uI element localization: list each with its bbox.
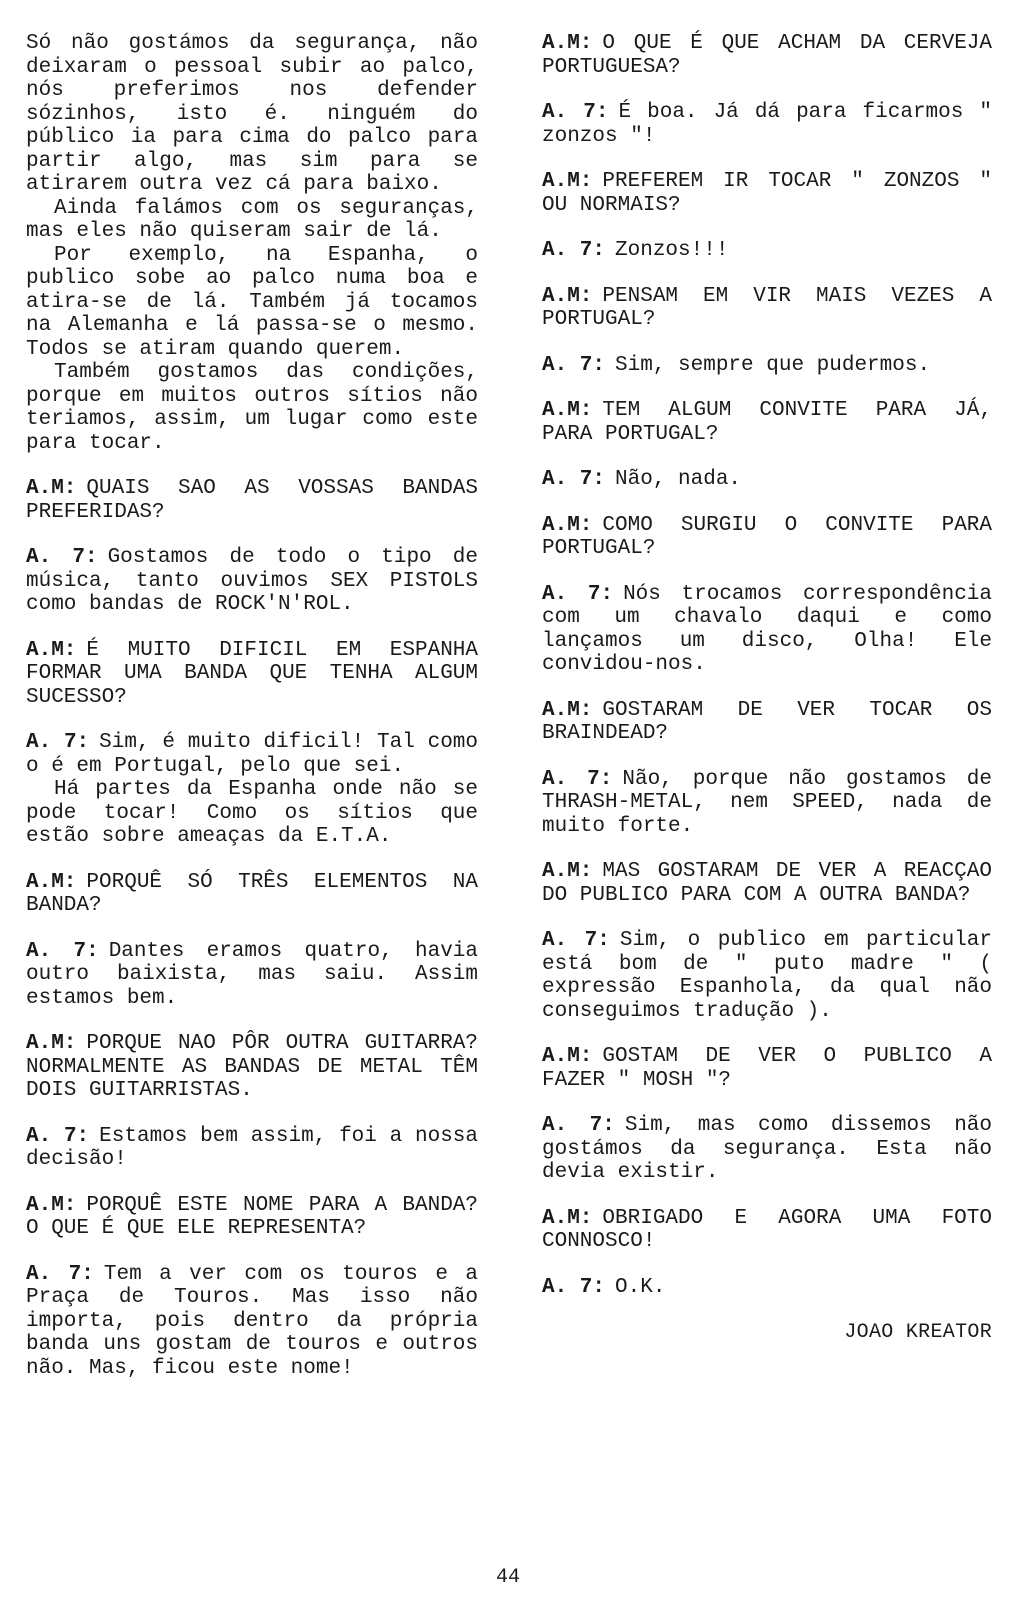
band-answer bbox=[542, 929, 992, 1023]
speaker-label: A. 7: bbox=[26, 939, 99, 963]
interviewer-question bbox=[542, 860, 992, 907]
dialogue-text: Sim, mas como dissemos não gostámos da segurança. Esta não devia existir. bbox=[542, 1114, 993, 1184]
dialogue-text: PREFEREM IR TOCAR " ZONZOS " OU NORMAIS? bbox=[542, 170, 992, 217]
interviewer-question bbox=[542, 170, 992, 217]
interviewer-question bbox=[542, 32, 992, 79]
paragraph: Só não gostámos da segurança, não deixaram o pessoal subir ao palco, nós preferimos nos defender sózinhos, isto é. ninguém do público ia para cima do palco para partir algo, mas sim para se atirarem outra vez cá para baixo. bbox=[26, 32, 478, 196]
dialogue-line bbox=[542, 101, 992, 148]
dialogue-line bbox=[542, 583, 992, 677]
band-answer bbox=[26, 731, 478, 849]
dialogue-text: Zonzos!!! bbox=[615, 239, 729, 262]
dialogue-text: Sim, é muito dificil! Tal como o é em Portugal, pelo que sei. bbox=[26, 731, 479, 778]
speaker-label: A. 7: bbox=[542, 101, 609, 124]
interviewer-question bbox=[542, 285, 992, 332]
dialogue-line bbox=[542, 1276, 992, 1300]
dialogue-text: TEM ALGUM CONVITE PARA JÁ, PARA PORTUGAL? bbox=[542, 399, 992, 446]
dialogue-line bbox=[542, 514, 992, 561]
dialogue-line bbox=[542, 1045, 992, 1092]
dialogue-text: O QUE É QUE ACHAM DA CERVEJA PORTUGUESA? bbox=[542, 32, 992, 79]
dialogue-line bbox=[26, 940, 478, 1011]
interviewer-question bbox=[26, 871, 478, 918]
dialogue-text: PORQUÊ SÓ TRÊS ELEMENTOS NA BANDA? bbox=[26, 870, 478, 917]
band-answer bbox=[26, 546, 478, 617]
dialogue-text: COMO SURGIU O CONVITE PARA PORTUGAL? bbox=[542, 513, 992, 560]
right-column-blocks bbox=[542, 32, 992, 1299]
speaker-label: A.M: bbox=[542, 32, 593, 55]
speaker-label: A. 7: bbox=[26, 546, 98, 569]
dialogue-line bbox=[542, 1114, 992, 1185]
band-answer bbox=[542, 1276, 992, 1300]
dialogue-text: OBRIGADO E AGORA UMA FOTO CONNOSCO! bbox=[542, 1206, 992, 1253]
dialogue-text: Tem a ver com os touros e a Praça de Touros. Mas isso não importa, pois dentro da própria banda uns gostam de touros e outros não. Mas, ficou este nome! bbox=[26, 1262, 478, 1380]
dialogue-line bbox=[26, 1263, 478, 1381]
dialogue-line bbox=[542, 32, 992, 79]
dialogue-text: Estamos bem assim, foi a nossa decisão! bbox=[26, 1124, 479, 1171]
band-answer bbox=[26, 940, 478, 1011]
dialogue-line bbox=[542, 860, 992, 907]
right-column bbox=[542, 32, 992, 1344]
dialogue-text: GOSTAM DE VER O PUBLICO A FAZER " MOSH "? bbox=[542, 1045, 992, 1092]
speaker-label: A.M: bbox=[542, 284, 593, 308]
dialogue-line bbox=[542, 468, 992, 492]
dialogue-line bbox=[542, 699, 992, 746]
dialogue-line bbox=[26, 731, 478, 778]
band-answer bbox=[542, 101, 992, 148]
dialogue-line bbox=[26, 639, 478, 710]
dialogue-text: Não, nada. bbox=[615, 468, 742, 491]
band-answer bbox=[542, 583, 992, 677]
speaker-label: A.M: bbox=[542, 698, 593, 722]
interviewer-question bbox=[26, 1194, 478, 1241]
dialogue-line bbox=[26, 477, 478, 524]
band-answer bbox=[542, 468, 992, 492]
dialogue-text: Sim, o publico em particular está bom de " puto madre " ( expressão Espanhola, da qual não conseguimos tradução ). bbox=[542, 929, 993, 1023]
dialogue-line bbox=[542, 1207, 992, 1254]
interviewer-question bbox=[542, 1207, 992, 1254]
speaker-label: A. 7: bbox=[542, 1114, 615, 1137]
dialogue-text: PENSAM EM VIR MAIS VEZES A PORTUGAL? bbox=[542, 284, 992, 331]
text-block bbox=[26, 32, 478, 455]
band-answer bbox=[542, 239, 992, 263]
dialogue-line bbox=[542, 285, 992, 332]
dialogue-text: PORQUE NAO PÔR OUTRA GUITARRA? NORMALMENTE AS BANDAS DE METAL TÊM DOIS GUITARRISTAS. bbox=[26, 1032, 478, 1102]
interviewer-question bbox=[26, 1032, 478, 1103]
interviewer-question bbox=[542, 1045, 992, 1092]
speaker-label: A.M: bbox=[542, 170, 593, 193]
speaker-label: A.M: bbox=[26, 870, 77, 894]
dialogue-line bbox=[542, 399, 992, 446]
left-column bbox=[26, 32, 478, 1402]
author-signature: JOAO KREATOR bbox=[844, 1321, 992, 1344]
band-answer bbox=[542, 768, 992, 839]
speaker-label: A. 7: bbox=[542, 929, 610, 952]
interviewer-question bbox=[26, 477, 478, 524]
dialogue-text: Nós trocamos correspondência com um chavalo daqui e como lançamos um disco, Olha! Ele convidou-nos. bbox=[542, 582, 993, 676]
speaker-label: A. 7: bbox=[542, 767, 613, 791]
paragraph: Por exemplo, na Espanha, o publico sobe ao palco numa boa e atira-se de lá. Também já tocamos na Alemanha e lá passa-se o mesmo. Todos se atiram quando querem. bbox=[26, 243, 478, 361]
dialogue-line bbox=[542, 239, 992, 263]
speaker-label: A. 7: bbox=[542, 582, 614, 606]
speaker-label: A.M: bbox=[26, 1193, 77, 1217]
band-answer bbox=[542, 354, 992, 378]
speaker-label: A.M: bbox=[542, 860, 593, 883]
dialogue-line bbox=[26, 546, 478, 617]
dialogue-text: Gostamos de todo o tipo de música, tanto ouvimos SEX PISTOLS como bandas de ROCK'N'ROL. bbox=[26, 546, 479, 616]
dialogue-text: É MUITO DIFICIL EM ESPANHA FORMAR UMA BANDA QUE TENHA ALGUM SUCESSO? bbox=[26, 638, 478, 709]
speaker-label: A. 7: bbox=[26, 1124, 90, 1148]
speaker-label: A.M: bbox=[542, 1206, 593, 1230]
dialogue-line bbox=[542, 929, 992, 1023]
band-answer bbox=[26, 1125, 478, 1172]
dialogue-text: PORQUÊ ESTE NOME PARA A BANDA? O QUE É QUE ELE REPRESENTA? bbox=[26, 1193, 478, 1240]
speaker-label: A.M: bbox=[26, 1032, 77, 1055]
dialogue-text: É boa. Já dá para ficarmos " zonzos "! bbox=[542, 101, 993, 148]
dialogue-line bbox=[542, 354, 992, 378]
interviewer-question bbox=[542, 699, 992, 746]
dialogue-text: Não, porque não gostamos de THRASH-METAL, nem SPEED, nada de muito forte. bbox=[542, 767, 992, 838]
dialogue-text: MAS GOSTARAM DE VER A REACÇAO DO PUBLICO PARA COM A OUTRA BANDA? bbox=[542, 860, 992, 907]
page-number: 44 bbox=[496, 1566, 521, 1589]
speaker-label: A.M: bbox=[26, 638, 77, 662]
speaker-label: A. 7: bbox=[26, 731, 90, 754]
dialogue-text: QUAIS SAO AS VOSSAS BANDAS PREFERIDAS? bbox=[26, 477, 478, 524]
dialogue-text: O.K. bbox=[615, 1275, 666, 1299]
dialogue-line bbox=[542, 170, 992, 217]
dialogue-line bbox=[26, 871, 478, 918]
dialogue-line bbox=[26, 1194, 478, 1241]
interviewer-question bbox=[542, 514, 992, 561]
dialogue-line bbox=[542, 768, 992, 839]
dialogue-text: Sim, sempre que pudermos. bbox=[615, 353, 931, 377]
speaker-label: A. 7: bbox=[26, 1262, 94, 1286]
speaker-label: A.M: bbox=[542, 513, 593, 537]
speaker-label: A. 7: bbox=[542, 239, 606, 262]
speaker-label: A. 7: bbox=[542, 468, 606, 491]
speaker-label: A.M: bbox=[542, 399, 593, 422]
speaker-label: A. 7: bbox=[542, 1275, 606, 1299]
interviewer-question bbox=[542, 399, 992, 446]
dialogue-text: Dantes eramos quatro, havia outro baixista, mas saiu. Assim estamos bem. bbox=[26, 939, 478, 1010]
paragraph: Ainda falámos com os seguranças, mas eles não quiseram sair de lá. bbox=[26, 196, 478, 243]
dialogue-text: GOSTARAM DE VER TOCAR OS BRAINDEAD? bbox=[542, 698, 992, 745]
dialogue-line bbox=[26, 1032, 478, 1103]
dialogue-line bbox=[26, 1125, 478, 1172]
paragraph: Há partes da Espanha onde não se pode tocar! Como os sítios que estão sobre ameaças da E.T.A. bbox=[26, 778, 478, 848]
paragraph: Também gostamos das condições, porque em muitos outros sítios não teriamos, assim, um lugar como este para tocar. bbox=[26, 361, 478, 455]
speaker-label: A. 7: bbox=[542, 353, 606, 377]
band-answer bbox=[26, 1263, 478, 1381]
interviewer-question bbox=[26, 639, 478, 710]
band-answer bbox=[542, 1114, 992, 1185]
speaker-label: A.M: bbox=[26, 477, 77, 500]
speaker-label: A.M: bbox=[542, 1045, 593, 1068]
